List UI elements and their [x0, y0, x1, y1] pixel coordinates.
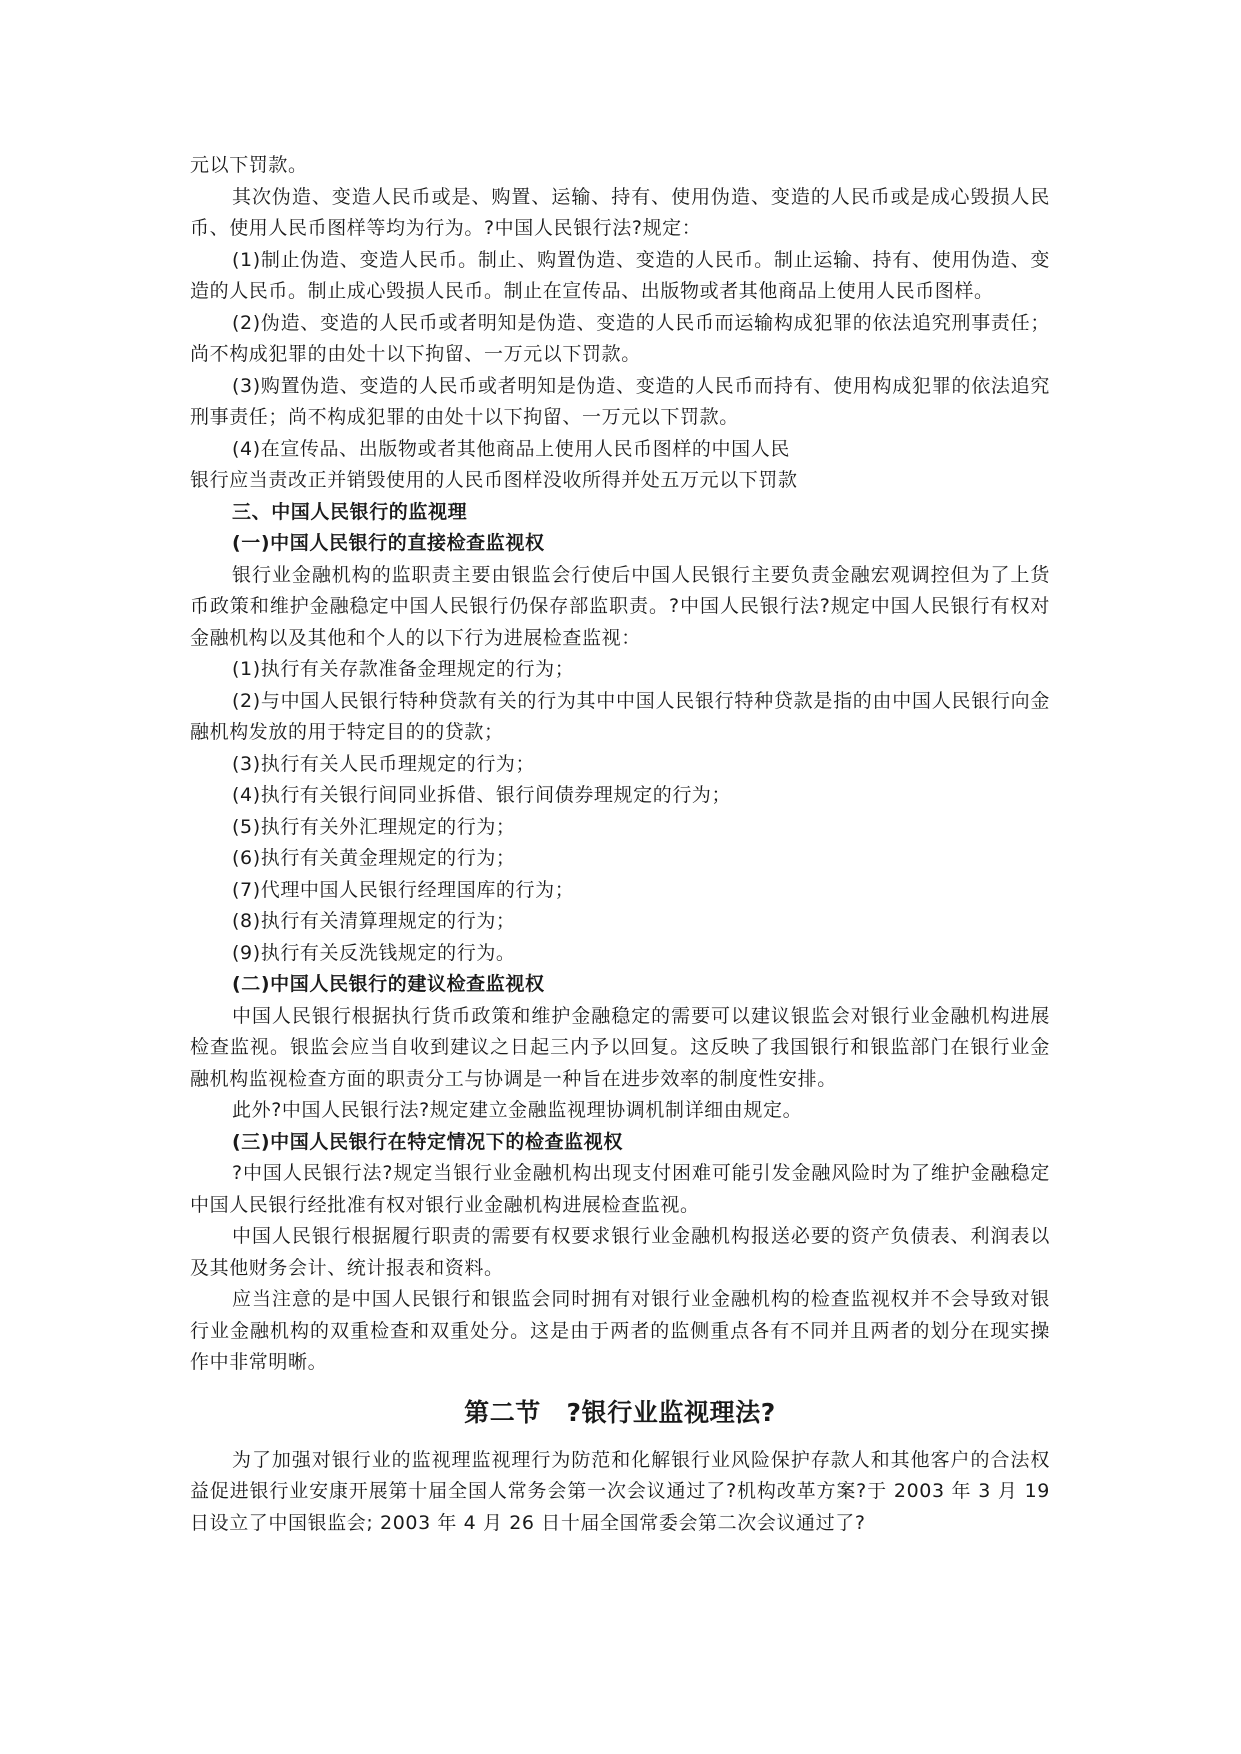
- subheading-direct-inspection: (一)中国人民银行的直接检查监视权: [232, 532, 545, 554]
- list-item-inspection-6: (6)执行有关黄金理规定的行为；: [232, 847, 516, 869]
- list-item-inspection-8: (8)执行有关清算理规定的行为；: [232, 910, 516, 932]
- list-item-inspection-5: (5)执行有关外汇理规定的行为；: [232, 815, 516, 838]
- paragraph-counterfeit-intro: 其次伪造、变造人民币或是、购置、运输、持有、使用伪造、变造的人民币或是成心毁损人民币、使用人民币图样等均为行为。?中国人民银行法?规定：: [190, 185, 1050, 239]
- list-item-inspection-2: (2)与中国人民银行特种贷款有关的行为其中中国人民银行特种贷款是指的由中国人民银行向金融机构发放的用于特定目的的贷款；: [190, 689, 1050, 743]
- list-item-prohibition-4: (4)在宣传品、出版物或者其他商品上使用人民币图样的中国人民: [232, 437, 790, 460]
- list-item-inspection-1: (1)执行有关存款准备金理规定的行为；: [232, 658, 575, 680]
- subheading-special-inspection: (三)中国人民银行在特定情况下的检查监视权: [232, 1130, 623, 1153]
- list-item-inspection-9: (9)执行有关反洗钱规定的行为。: [232, 941, 516, 964]
- list-item-inspection-7: (7)代理中国人民银行经理国库的行为；: [232, 878, 575, 901]
- paragraph-reporting: 中国人民银行根据履行职责的需要有权要求银行业金融机构报送必要的资产负债表、利润表以及其他财务会计、统计报表和资料。: [190, 1225, 1050, 1279]
- paragraph-prohibition-4-cont: 银行应当责改正并销毁使用的人民币图样没收所得并处五万元以下罚款: [190, 469, 798, 491]
- section-heading-supervision: 三、中国人民银行的监视理: [232, 500, 468, 523]
- paragraph-continuation: 元以下罚款。: [190, 154, 308, 176]
- list-item-prohibition-3: (3)购置伪造、变造的人民币或者明知是伪造、变造的人民币而持有、使用构成犯罪的依法追究刑事责任；尚不构成犯罪的由处十以下拘留、一万元以下罚款。: [190, 374, 1050, 428]
- list-item-inspection-4: (4)执行有关银行间同业拆借、银行间债券理规定的行为；: [232, 784, 732, 806]
- paragraph-suggested-inspection: 中国人民银行根据执行货币政策和维护金融稳定的需要可以建议银监会对银行业金融机构进展检查监视。银监会应当自收到建议之日起三内予以回复。这反映了我国银行和银监部门在银行业金融机构监视检查方面的职责分工与协调是一种旨在进步效率的制度性安排。: [190, 1004, 1050, 1090]
- paragraph-direct-inspection: 银行业金融机构的监职责主要由银监会行使后中国人民银行主要负责金融宏观调控但为了上货币政策和维护金融稳定中国人民银行仍保存部监职责。?中国人民银行法?规定中国人民银行有权对金融机构以及其他和个人的以下行为进展检查监视：: [190, 563, 1050, 649]
- paragraph-banking-law-intro: 为了加强对银行业的监视理监视理行为防范和化解银行业风险保护存款人和其他客户的合法权益促进银行业安康开展第十届全国人常务会第一次会议通过了?机构改革方案?于 2003 年 3 月 19 日设立了中国银监会; 2003 年 4 月 26 日十届全国常委会第二次会议通过了?: [190, 1448, 1050, 1534]
- paragraph-coordination: 此外?中国人民银行法?规定建立金融监视理协调机制详细由规定。: [232, 1099, 803, 1121]
- paragraph-special-inspection: ?中国人民银行法?规定当银行业金融机构出现支付困难可能引发金融风险时为了维护金融稳定中国人民银行经批准有权对银行业金融机构进展检查监视。: [190, 1162, 1050, 1216]
- list-item-inspection-3: (3)执行有关人民币理规定的行为；: [232, 752, 536, 775]
- list-item-prohibition-1: (1)制止伪造、变造人民币。制止、购置伪造、变造的人民币。制止运输、持有、使用伪造、变造的人民币。制止成心毁损人民币。制止在宣传品、出版物或者其他商品上使用人民币图样。: [190, 248, 1050, 302]
- paragraph-note: 应当注意的是中国人民银行和银监会同时拥有对银行业金融机构的检查监视权并不会导致对银行业金融机构的双重检查和双重处分。这是由于两者的监侧重点各有不同并且两者的划分在现实操作中非常明晰。: [190, 1288, 1050, 1373]
- chapter-section-title: 第二节 ?银行业监视理法?: [464, 1397, 776, 1427]
- subheading-suggested-inspection: (二)中国人民银行的建议检查监视权: [232, 973, 545, 995]
- list-item-prohibition-2: (2)伪造、变造的人民币或者明知是伪造、变造的人民币而运输构成犯罪的依法追究刑事责任；尚不构成犯罪的由处十以下拘留、一万元以下罚款。: [190, 311, 1050, 365]
- document-body: [190, 150, 1050, 1539]
